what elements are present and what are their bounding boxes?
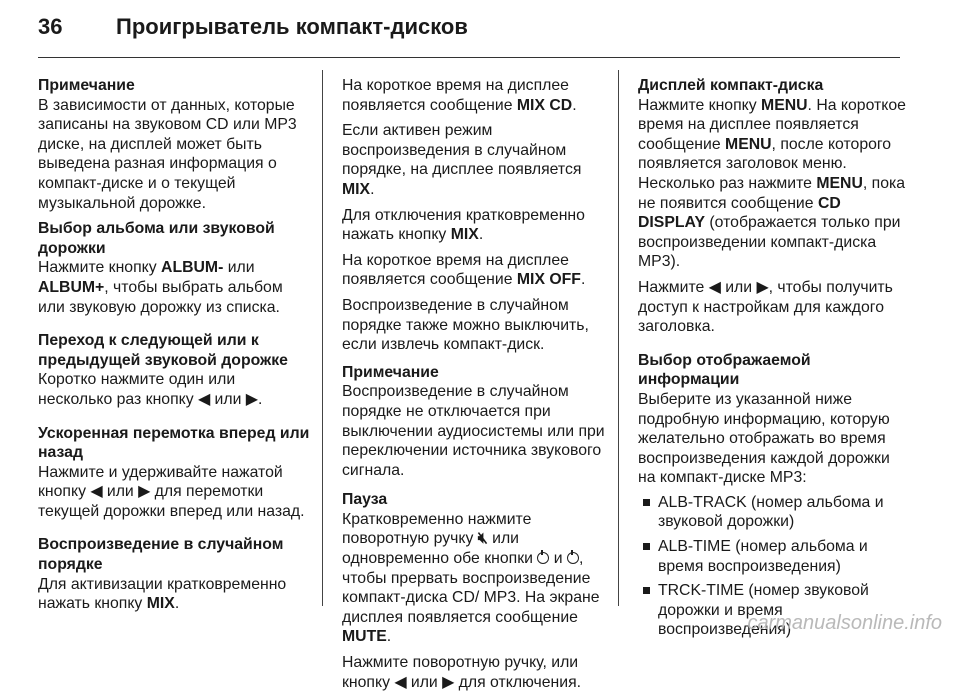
note-block [342,363,607,481]
key-label: ALBUM+ [38,278,105,296]
list-item-text: ALB-TRACK (номер альбома и звуковой дорожки) [658,493,884,531]
page-header [0,0,960,58]
page-title: Проигрыватель компакт-дисков [116,14,468,39]
column-divider-1 [322,70,323,606]
section-heading: Воспроизведение в случайном порядке [38,536,284,574]
section-text: Коротко нажмите один или несколько раз кнопку ◀ или ▶. [38,371,263,408]
section-text [38,258,310,317]
knob-icon [537,552,549,564]
list-item-text: ALB-TIME (номер альбома и время воспроизведения) [658,538,868,575]
display-message: MIX CD [516,96,573,114]
section-heading: Переход к следующей или к предыдущей звуковой дорожке [38,332,288,369]
display-message: MENU [725,135,772,153]
text-span: Нажмите кнопку [638,96,762,114]
watermark: carmanualsonline.info [747,612,942,634]
header-rule [38,57,900,58]
section-heading: Пауза [342,491,388,509]
bullet-icon [643,543,650,550]
paragraph [638,96,906,272]
display-message: CD DISPLAY [638,194,841,232]
note-title: Примечание [38,77,135,94]
key-label: ALBUM- [161,259,224,277]
text-span: На короткое время на дисплее появляется сообщение [342,251,569,289]
section-next-track [38,331,310,409]
text-span: , пока не появится сообщение [638,174,906,212]
text-span: . [174,595,180,613]
knob-icon [567,552,579,564]
display-message: MUTE [342,628,387,646]
text-span: и [549,550,567,568]
paragraph: Нажмите ◀ или ▶, чтобы получить доступ к настройкам для каждого заголовка. [638,278,893,336]
key-label: MENU [816,174,863,192]
section-fast-forward [38,424,310,522]
section-heading: Выбор альбома или звуковой дорожки [38,220,275,257]
list-item [638,537,906,576]
display-message: MIX OFF [516,271,581,289]
section-text [38,575,310,614]
text-span: Для отключения кратковременно нажать кнопку [342,206,585,244]
text-span: , чтобы прервать воспроизведение компакт-диска CD/ MP3. На экране дисплея появляется сообщение [342,550,600,626]
paragraph: Нажмите поворотную ручку, или кнопку ◀ или ▶ для отключения. [342,654,582,691]
section-album [38,219,310,317]
text-span: или одновременно обе кнопки [342,530,538,568]
column-3 [638,76,906,654]
text-span: Кратковременно нажмите поворотную ручку [342,510,532,548]
mute-icon: 🔇︎ [477,530,488,548]
text-span: . [580,271,586,289]
list-item [638,493,906,532]
note-title: Примечание [342,363,439,381]
section-text: Выберите из указанной ниже подробную информацию, которую желательно отображать во время воспроизведения каждой дорожки на компакт-диске MP3: [638,390,890,487]
text-span: . [386,628,392,646]
section-text: Нажмите и удерживайте нажатой кнопку ◀ или ▶ для перемотки текущей дорожки вперед или назад. [38,463,305,520]
key-label: MIX [146,595,175,613]
paragraph [342,251,607,290]
section-cd-display [638,76,906,337]
note-text: Воспроизведение в случайном порядке не отключается при выключении аудиосистемы или при переключении источника звукового сигнала. [342,383,605,479]
column-2 [342,76,607,698]
key-label: MENU [761,96,808,114]
bullet-icon [643,499,650,506]
bullet-icon [643,587,650,594]
paragraph [342,76,607,115]
page-number: 36 [38,14,63,39]
section-heading: Дисплей компакт-диска [638,77,824,94]
section-random [38,535,310,613]
text-span: , чтобы выбрать альбом или звуковую дорожку из списка. [38,278,283,316]
column-1 [38,76,310,628]
list-item-text: TRCK-TIME (номер звуковой дорожки и время воспроизведения) [658,582,869,639]
paragraph [342,206,607,245]
section-select-info [638,351,906,640]
text-span: Нажмите кнопку [38,259,162,277]
key-label: MIX [450,226,479,244]
note-text: В зависимости от данных, которые записаны на звуковом CD или MP3 диске, на дисплей может быть выведена разная информация о компакт-диске и о текущей музыкальной дорожке. [38,96,297,212]
section-heading: Ускоренная перемотка вперед или назад [38,424,310,462]
text-span: . На короткое время на дисплее появляется сообщение [638,96,906,153]
text-span: . [478,226,484,244]
text-span: или [223,259,255,277]
text-span: Если активен режим воспроизведения в случайном порядке, на дисплее появляется [342,122,582,179]
text-span: . [572,96,577,114]
display-message: MIX [342,180,371,198]
column-divider-2 [618,70,619,606]
paragraph [342,510,607,647]
text-span: . [370,180,375,198]
paragraph: Воспроизведение в случайном порядке также можно выключить, если извлечь компакт-диск. [342,296,589,354]
section-heading: Выбор отображаемой информации [638,351,811,389]
text-span: Для активизации кратковременно нажать кнопку [38,575,287,613]
text-span: (отображается только при воспроизведении компакт-диска MP3). [638,214,901,271]
text-span: , после которого появляется заголовок меню. Несколько раз нажмите [638,135,892,192]
text-span: На короткое время на дисплее появляется сообщение [342,77,569,114]
paragraph [342,121,607,199]
note-block [38,76,310,213]
